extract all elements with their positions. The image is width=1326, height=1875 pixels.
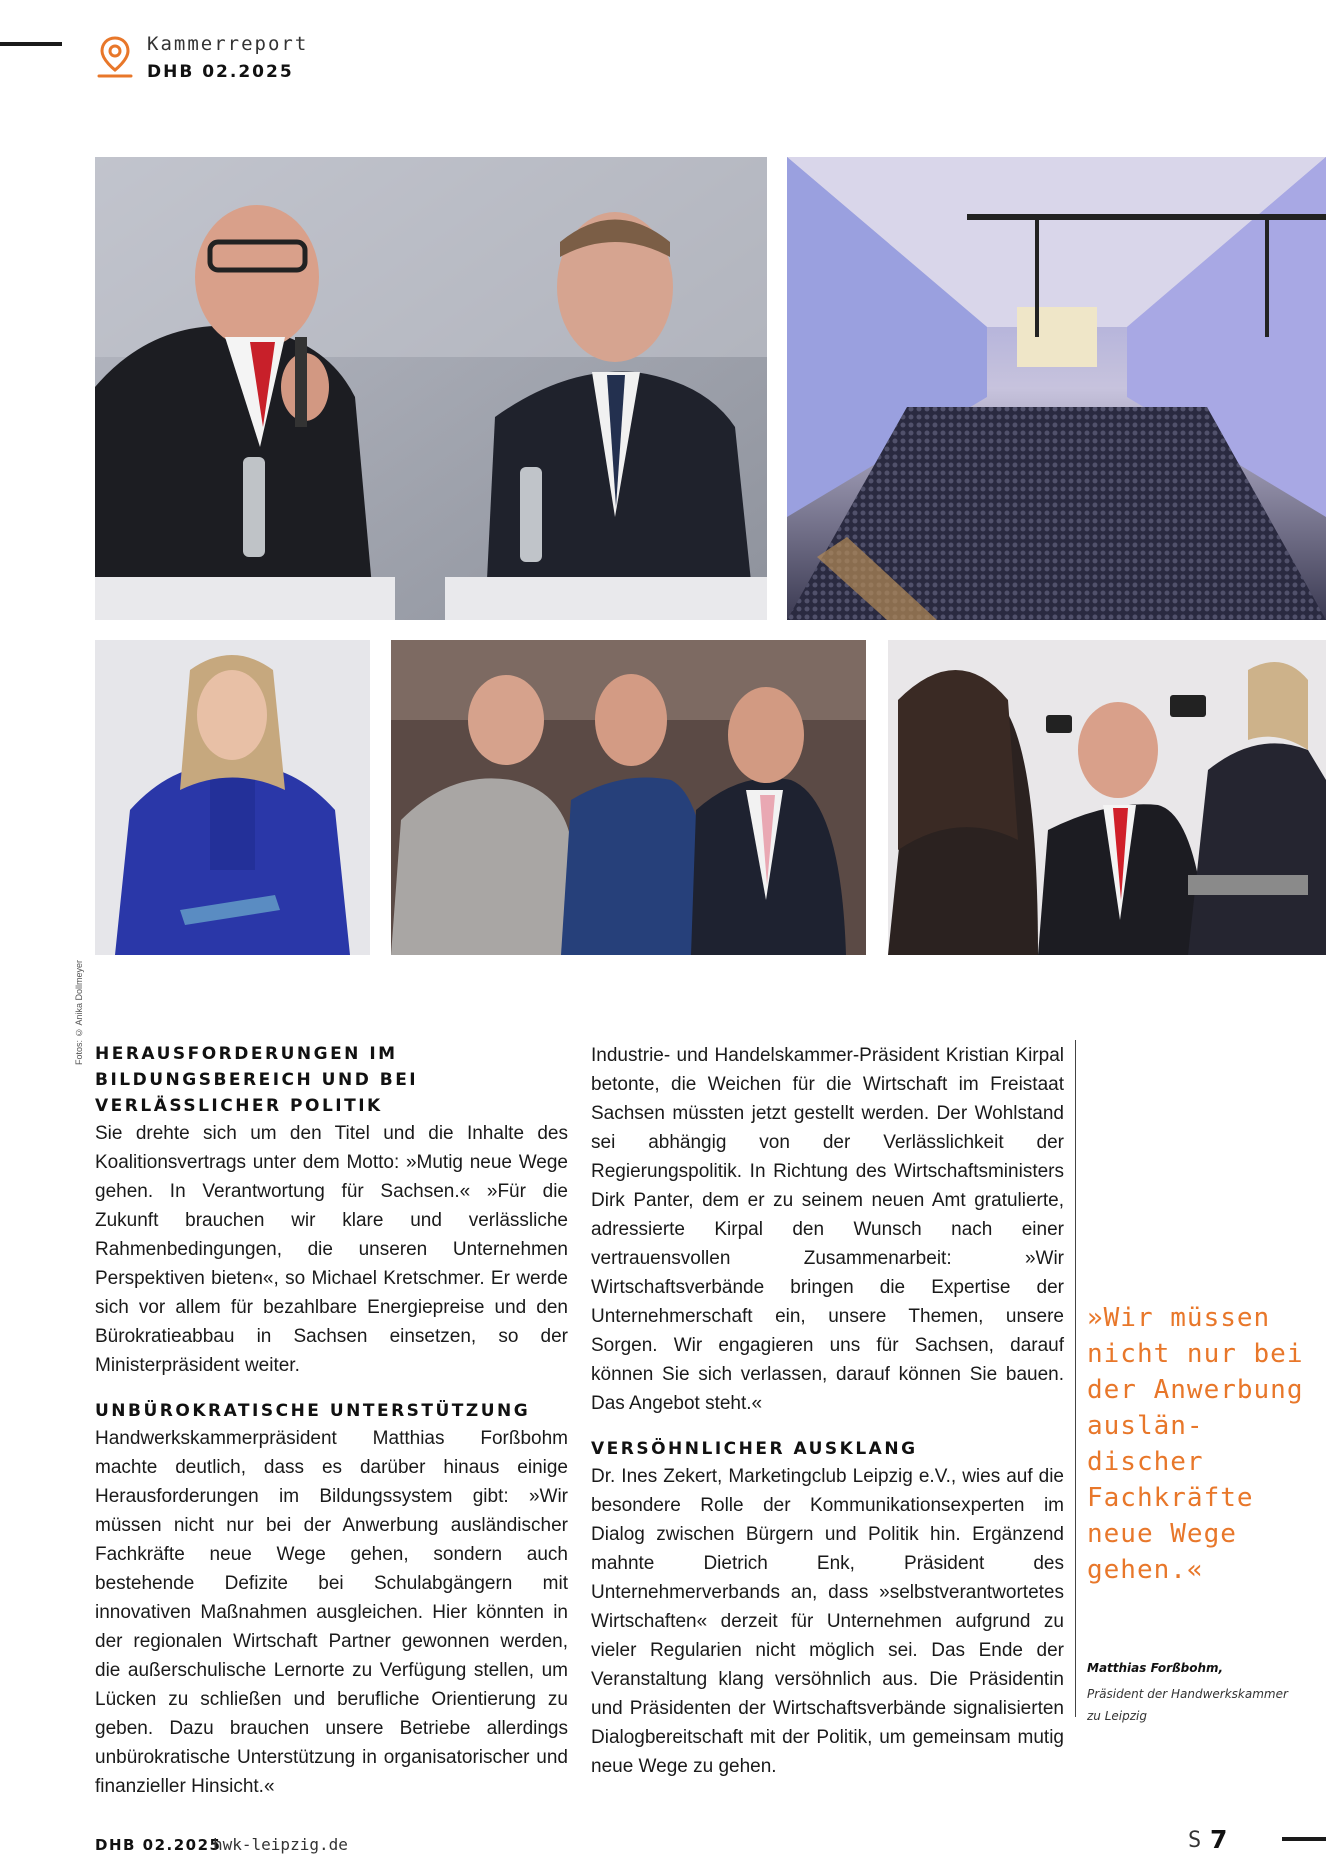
photo-audience-guests (391, 640, 866, 955)
subheading: VERSÖHNLICHER AUSKLANG (591, 1439, 918, 1459)
photo-event-hall (787, 157, 1326, 620)
article-column-2 (591, 1041, 1064, 1781)
pull-quote: »Wir müssen nicht nur bei der Anwerbung auslän-discher Fachkräfte neue Wege gehen.« (1087, 1303, 1304, 1585)
photo-credit: Fotos: © Anika Dollmeyer (74, 959, 84, 1065)
article-column-1 (95, 1041, 568, 1801)
page-number: 7 (1210, 1825, 1228, 1854)
subheading: UNBÜROKRATISCHE UNTERSTÜTZUNG (95, 1401, 531, 1421)
page-prefix: S (1188, 1828, 1202, 1853)
paragraph: Handwerkskammerpräsident Matthias Forßbohm machte deutlich, dass es darüber hinaus einige Herausforderungen im Bildungssystem gibt: »Wir müssen nicht nur bei der Anwerbung ausländischer Fachkräfte neue Wege gehen, sondern auch bestehende Defizite bei Schulabgängern mit innovativen Maßnahmen ausgleichen. Hier könnten in der regionalen Wirtschaft Partner gewonnen werden, die außerschulische Lernorte zu Verfügung stellen, um Lücken zu schließen und berufliche Orientierung zu geben. Dazu brauchen unsere Betriebe allerdings unbürokratische Unterstützung in organisatorischer und finanzieller Hinsicht.« (95, 1428, 568, 1797)
subheading: HERAUSFORDERUNGEN IM BILDUNGSBEREICH UND BEI VERLÄSSLICHER POLITIK (95, 1044, 419, 1116)
footer-issue: DHB 02.2025 (95, 1836, 222, 1854)
header-rule (0, 42, 62, 46)
paragraph: Industrie- und Handelskammer-Präsident Kristian Kirpal betonte, die Weichen für die Wirtschaft im Freistaat Sachsen müssten jetzt gestellt werden. Der Wohlstand sei abhängig von der Verlässlichkeit der Regierungspolitik. In Richtung des Wirtschaftsministers Dirk Panter, dem er zu seinem neuen Amt gratulierte, adressierte Kirpal den Wunsch nach einer vertrauensvollen Zusammenarbeit: »Wir Wirtschaftsverbände bringen die Expertise der Unternehmerschaft ein, unsere Themen, unsere Sorgen. Wir engagieren uns für Sachsen, darauf können Sie sich verlassen, darauf können Sie bauen. Das Angebot steht.« (591, 1045, 1064, 1414)
paragraph: Dr. Ines Zekert, Marketingclub Leipzig e.V., wies auf die besondere Rolle der Kommunikationsexperten im Dialog zwischen Bürgern und Politik hin. Ergänzend mahnte Dietrich Enk, Präsident des Unternehmerverbands an, dass »selbstverantwortetes Wirtschaften« derzeit für Unternehmen aufgrund zu vieler Regularien nicht möglich sei. Das Ende der Veranstaltung klang versöhnlich aus. Die Präsidentin und Präsidenten der Wirtschaftsverbände signalisierten Dialogbereitschaft mit der Politik, um gemeinsam mutig neue Wege zu gehen. (591, 1466, 1064, 1777)
photo-presenter (95, 640, 370, 955)
photo-stage-discussion (95, 157, 767, 620)
footer-rule (1282, 1837, 1326, 1841)
footer-url: hwk-leipzig.de (213, 1835, 348, 1854)
paragraph: Sie drehte sich um den Titel und die Inhalte des Koalitionsvertrags unter dem Motto: »Mutig neue Wege gehen. In Verantwortung für Sachsen.« »Für die Zukunft brauchen wir klare und verlässliche Rahmenbedingungen, die unseren Unternehmen Perspektiven bieten«, so Michael Kretschmer. Er werde sich vor allem für bezahlbare Energiepreise und den Bürokratieabbau in Sachsen einsetzen, so der Ministerpräsident weiter. (95, 1123, 568, 1376)
section-kicker: Kammerreport (147, 33, 309, 55)
column-divider (1075, 1040, 1076, 1717)
location-pin-icon (94, 34, 136, 80)
quote-author: Matthias Forßbohm, (1087, 1661, 1224, 1675)
photo-interview (888, 640, 1326, 955)
issue-label: DHB 02.2025 (147, 62, 294, 82)
quote-author-role: Präsident der Handwerkskammer zu Leipzig (1087, 1687, 1288, 1723)
